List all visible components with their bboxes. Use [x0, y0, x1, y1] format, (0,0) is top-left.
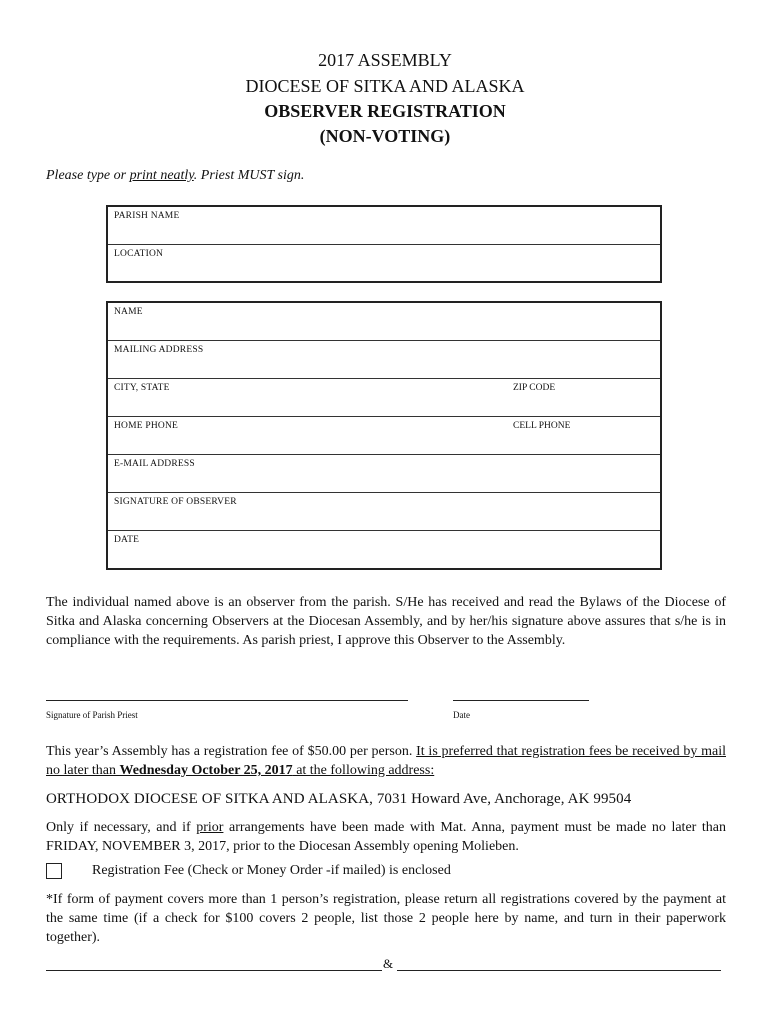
email-label: E-MAIL ADDRESS — [114, 459, 195, 469]
arrangements-text: Only if necessary, and if — [46, 820, 197, 835]
form-subtitle: (NON-VOTING) — [319, 126, 451, 146]
location-field[interactable] — [108, 245, 660, 283]
cell-phone-label: CELL PHONE — [513, 421, 571, 431]
priest-signature-label: Signature of Parish Priest — [46, 710, 138, 720]
date-field[interactable] — [108, 531, 660, 569]
mailing-address-line: ORTHODOX DIOCESE OF SITKA AND ALASKA, 7031 Howard Ave, Anchorage, AK 99504 — [46, 791, 632, 807]
fee-enclosed-checkbox[interactable] — [46, 863, 62, 879]
multi-payment-note: *If form of payment covers more than 1 person’s registration, please return all registrations covered by the payment at the same time (if a check for $100 covers 2 people, list those 2 people here by name, and turn in their paperwork together). — [46, 892, 726, 945]
zip-code-label: ZIP CODE — [513, 383, 556, 393]
instructions — [46, 168, 304, 184]
fee-text: This year’s Assembly has a registration fee of $50.00 per person. — [46, 744, 417, 759]
name-label: NAME — [114, 307, 143, 317]
fee-deadline-end: at the following address: — [292, 763, 435, 778]
arrangements-paragraph — [46, 818, 726, 856]
mailing-address-field[interactable] — [108, 341, 660, 379]
city-state-field[interactable] — [108, 379, 660, 417]
date-label: DATE — [114, 535, 140, 545]
fee-deadline-date: Wednesday October 25, 2017 — [119, 763, 293, 778]
fee-paragraph — [46, 742, 726, 780]
location-label: LOCATION — [114, 249, 164, 259]
priest-signature-line[interactable] — [46, 700, 408, 701]
form-title: OBSERVER REGISTRATION — [264, 101, 506, 121]
parish-name-label: PARISH NAME — [114, 211, 180, 221]
home-phone-label: HOME PHONE — [114, 421, 179, 431]
parish-box — [106, 205, 662, 283]
city-state-label: CITY, STATE — [114, 383, 170, 393]
observer-statement: The individual named above is an observer from the parish. S/He has received and read the Bylaws of the Diocese of Sitka and Alaska concerning Observers at the Diocesan Assembly, and by her/his signature above assures that s/he is in compliance with the requirements. As parish priest, I approve this Observer to the Assembly. — [46, 595, 726, 648]
fee-deadline-text: It is preferred that registration fees be received by mail no later than — [46, 744, 726, 778]
instructions-emphasis: print neatly — [129, 168, 194, 183]
priest-date-label: Date — [453, 710, 470, 720]
observer-signature-label: SIGNATURE OF OBSERVER — [114, 497, 237, 507]
fee-enclosed-label: Registration Fee (Check or Money Order -if mailed) is enclosed — [92, 863, 451, 878]
name-field[interactable] — [108, 303, 660, 341]
arrangements-emphasis: prior — [196, 820, 224, 835]
name-line-2[interactable] — [397, 970, 721, 971]
instructions-text: Please type or — [46, 168, 130, 183]
ampersand: & — [383, 956, 394, 971]
observer-signature-field[interactable] — [108, 493, 660, 531]
priest-date-line[interactable] — [453, 700, 589, 701]
parish-name-field[interactable] — [108, 207, 660, 245]
header-diocese: DIOCESE OF SITKA AND ALASKA — [245, 76, 525, 96]
arrangements-text-end: arrangements have been made with Mat. Anna, payment must be made no later than FRIDAY, NOVEMBER 3, 2017, prior to the Diocesan Assembly opening Molieben. — [46, 820, 726, 854]
header-year: 2017 ASSEMBLY — [318, 50, 452, 70]
observer-box — [106, 301, 662, 570]
name-line-1[interactable] — [46, 970, 382, 971]
email-field[interactable] — [108, 455, 660, 493]
instructions-text-end: . Priest MUST sign. — [193, 168, 305, 183]
home-phone-field[interactable] — [108, 417, 660, 455]
mailing-address-label: MAILING ADDRESS — [114, 345, 204, 355]
